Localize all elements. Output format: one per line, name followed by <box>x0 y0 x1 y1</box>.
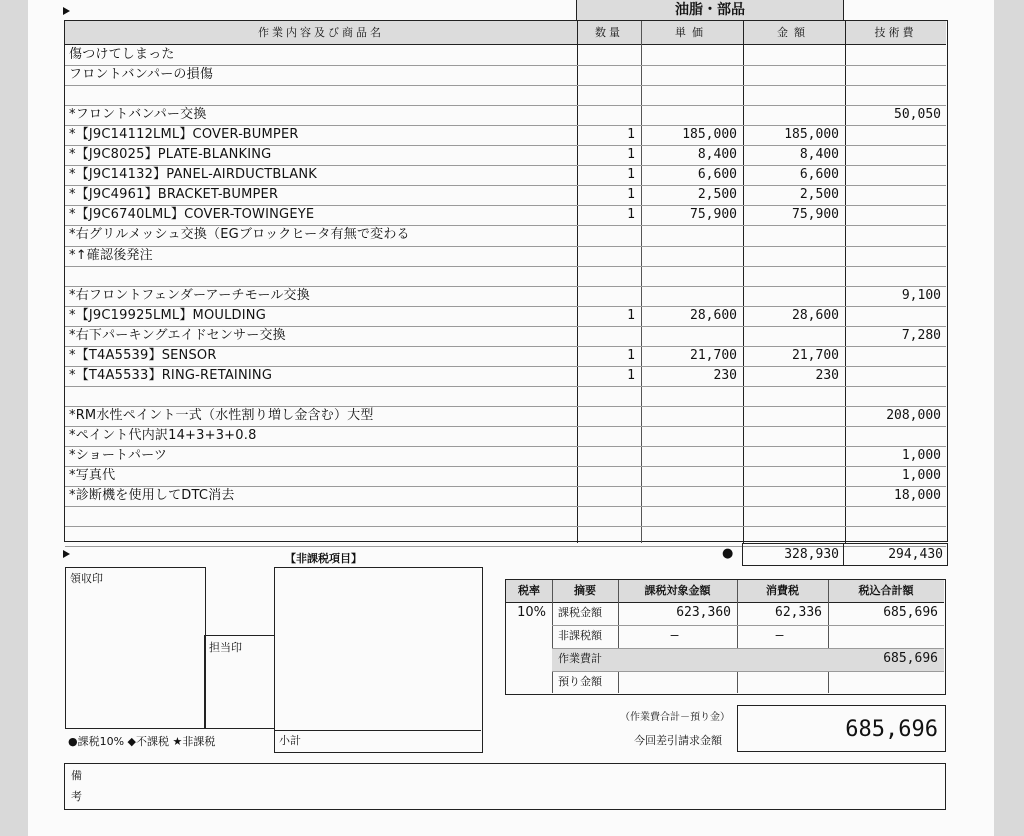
subtotal-label: 小計 <box>279 734 301 747</box>
col-header-tech: 技術費 <box>874 26 917 39</box>
cell-qty: 1 <box>627 187 635 203</box>
cell-desc: *RM水性ペイント一式（水性割り増し金含む）大型 <box>69 407 374 423</box>
cell-amount: 28,600 <box>792 307 839 323</box>
invoice-amount: 685,696 <box>845 717 938 742</box>
tax-cell-label: 作業費計 <box>558 652 602 665</box>
row-divider <box>65 526 946 527</box>
col-divider <box>641 21 642 543</box>
cell-unit: 8,400 <box>697 147 737 163</box>
cell-amount: 6,600 <box>799 167 839 183</box>
cell-desc: *ショートパーツ <box>69 448 168 463</box>
col-divider <box>577 21 578 543</box>
cell-desc: *診断機を使用してDTC消去 <box>69 488 235 504</box>
tax-legend: ●課税10% ◆不課税 ★非課税 <box>68 735 216 748</box>
cell-qty: 1 <box>627 367 635 383</box>
tax-col-header: 課税対象金額 <box>644 584 711 597</box>
cell-unit: 75,900 <box>690 207 737 223</box>
tax-cell-base: 623,360 <box>676 605 731 620</box>
cell-desc: *フロントバンパー交換 <box>69 107 207 123</box>
cell-desc: *右下パーキングエイドセンサー交換 <box>69 327 286 343</box>
cell-unit: 185,000 <box>682 127 737 143</box>
tech-total: 294,430 <box>888 547 943 562</box>
cell-unit: 28,600 <box>690 307 737 323</box>
cell-tech: 9,100 <box>901 287 941 303</box>
cell-amount: 75,900 <box>792 207 839 223</box>
col-header-work: 作業内容及び商品名 <box>258 26 384 39</box>
staff-stamp-label: 担当印 <box>209 641 242 654</box>
tax-cell-total: 685,696 <box>883 605 938 620</box>
cell-amount: 8,400 <box>799 147 839 163</box>
tax-cell-label: 預り金額 <box>558 675 602 688</box>
parts-section-header: 油脂・部品 <box>576 0 844 20</box>
col-header-amount: 金額 <box>777 26 811 39</box>
tax-summary-table <box>505 579 946 695</box>
cell-tech: 50,050 <box>894 107 941 123</box>
cell-unit: 230 <box>713 367 737 383</box>
tax-col-header: 税率 <box>518 584 540 597</box>
cell-desc: *【J9C19925LML】MOULDING <box>69 307 266 323</box>
cell-desc: *【J9C14132】PANEL-AIRDUCTBLANK <box>69 167 318 183</box>
cell-desc: *↑確認後発注 <box>69 247 153 263</box>
cell-desc: *右グリルメッシュ交換（EGブロックヒータ有無で変わる <box>69 227 410 243</box>
row-divider <box>65 386 946 387</box>
cell-qty: 1 <box>627 347 635 363</box>
tax-cell-tax: — <box>775 628 784 643</box>
receipt-stamp-label: 領収印 <box>70 572 103 585</box>
cell-tech: 1,000 <box>901 448 941 463</box>
tax-col-header: 消費税 <box>766 584 799 597</box>
row-divider <box>65 266 946 267</box>
amount-total: 328,930 <box>784 547 839 562</box>
non-taxable-box <box>274 567 483 753</box>
cell-desc: *【J9C8025】PLATE-BLANKING <box>69 147 272 163</box>
col-header-qty: 数量 <box>595 26 623 39</box>
cell-qty: 1 <box>627 167 635 183</box>
row-divider <box>65 85 946 86</box>
tax-cell-label: 非課税額 <box>558 629 602 642</box>
cell-tech: 18,000 <box>894 488 941 504</box>
cell-desc: *写真代 <box>69 468 116 484</box>
tax-cell-base: — <box>670 628 679 643</box>
non-taxable-title: 【非課税項目】 <box>285 552 362 565</box>
tax-col-divider <box>828 580 829 693</box>
row-divider <box>65 506 946 507</box>
cell-desc: *【J9C4961】BRACKET-BUMPER <box>69 187 279 203</box>
cell-qty: 1 <box>627 307 635 323</box>
tax-cell-total: 685,696 <box>883 651 938 666</box>
cell-desc: フロントバンパーの損傷 <box>69 67 214 83</box>
cell-tech: 7,280 <box>901 327 941 343</box>
cell-unit: 21,700 <box>690 347 737 363</box>
totals-divider <box>843 544 844 565</box>
tax-col-header: 税込合計額 <box>858 584 914 597</box>
cell-amount: 185,000 <box>784 127 839 143</box>
cell-unit: 6,600 <box>697 167 737 183</box>
cell-amount: 2,500 <box>799 187 839 203</box>
cell-amount: 230 <box>815 367 839 383</box>
cell-desc: *【T4A5539】SENSOR <box>69 347 217 363</box>
receipt-stamp-box <box>65 567 206 729</box>
cell-tech: 208,000 <box>886 407 941 423</box>
invoice-formula: （作業費合計－預り金） <box>620 712 730 723</box>
cell-desc: *右フロントフェンダーアーチモール交換 <box>69 287 310 303</box>
totals-dot: ● <box>722 546 734 561</box>
remarks-label-2: 考 <box>71 790 82 803</box>
tax-cell-tax: 62,336 <box>775 605 822 620</box>
cell-desc: 傷つけてしまった <box>69 47 175 62</box>
tax-cell-rate: 10% <box>517 605 546 620</box>
invoice-label: 今回差引請求金額 <box>634 734 722 747</box>
totals-row <box>742 543 948 566</box>
row-marker-top <box>63 7 70 15</box>
staff-stamp-box <box>204 635 275 729</box>
cell-desc: *ペイント代内訳14+3+3+0.8 <box>69 427 257 443</box>
remarks-label-1: 備 <box>71 769 82 782</box>
remarks-box <box>64 763 946 810</box>
cell-qty: 1 <box>627 127 635 143</box>
tax-cell-label: 課税金額 <box>558 606 602 619</box>
invoice-amount-box <box>737 705 946 752</box>
cell-tech: 1,000 <box>901 468 941 484</box>
row-marker-totals <box>63 550 70 558</box>
tax-col-divider <box>552 580 553 693</box>
tax-col-header: 摘要 <box>574 584 596 597</box>
cell-amount: 21,700 <box>792 347 839 363</box>
cell-unit: 2,500 <box>697 187 737 203</box>
subtotal-divider <box>275 730 481 731</box>
cell-desc: *【J9C14112LML】COVER-BUMPER <box>69 127 299 143</box>
col-divider <box>743 21 744 543</box>
cell-desc: *【J9C6740LML】COVER-TOWINGEYE <box>69 207 315 223</box>
col-header-unit: 単価 <box>675 26 709 39</box>
cell-qty: 1 <box>627 207 635 223</box>
cell-desc: *【T4A5533】RING-RETAINING <box>69 367 273 383</box>
cell-qty: 1 <box>627 147 635 163</box>
work-items-table <box>64 20 948 542</box>
